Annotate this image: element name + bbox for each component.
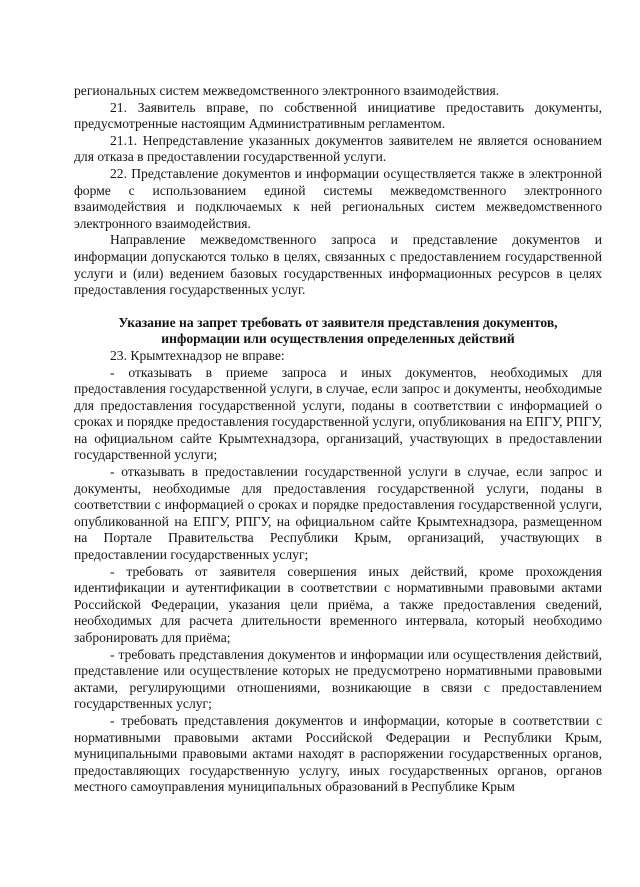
list-item-require-documents: - требовать представления документов и информации или осуществления действий, представление или осуществление которых не предусмотрено нормативными правовыми актами, регулирующими отношениями, возникающие в связи с предоставлением государственных услуг; bbox=[74, 646, 602, 712]
section-heading: Указание на запрет требовать от заявителя представления документов, информации или осуществления определенных действий bbox=[118, 314, 558, 347]
document-page bbox=[74, 83, 602, 796]
paragraph-continuation: региональных систем межведомственного электронного взаимодействия. bbox=[74, 83, 500, 98]
list-item-refuse-service: - отказывать в предоставлении государственной услуги в случае, если запрос и документы, необходимые для предоставления государственной услуги, поданы в соответствии с информацией о сроках и порядке предоставления государственной услуги, опубликованной на ЕПГУ, РПГУ, на официальном сайте Крымтехнадзора, размещенном на Портале Правительства Республики Крым, организаций, участвующих в предоставлении государственных услуг; bbox=[74, 464, 602, 563]
paragraph-interagency-request: Направление межведомственного запроса и представление документов и информации допускаются только в целях, связанных с предоставлением государственной услуги и (или) ведением базовых государственных информационных ресурсов в целях предоставления государственных услуг. bbox=[74, 232, 602, 298]
list-item-require-actions: - требовать от заявителя совершения иных действий, кроме прохождения идентификации и аутентификации в соответствии с нормативными правовыми актами Российской Федерации, указания цели приёма, а также предоставления сведений, необходимых для расчета длительности временного интервала, который необходимо забронировать для приёма; bbox=[74, 563, 602, 645]
paragraph-21-1: 21.1. Непредставление указанных документов заявителем не является основанием для отказа в предоставлении государственной услуги. bbox=[74, 132, 602, 165]
paragraph-23: 23. Крымтехнадзор не вправе: bbox=[110, 347, 285, 363]
section-spacer bbox=[74, 299, 602, 315]
paragraph-22: 22. Представление документов и информации осуществляется также в электронной форме с использованием единой системы межведомственного электронного взаимодействия и подключаемых к ней региональных систем межведомственного электронного взаимодействия. bbox=[74, 165, 602, 231]
paragraph-21: 21. Заявитель вправе, по собственной инициативе предоставить документы, предусмотренные настоящим Административным регламентом. bbox=[74, 99, 602, 132]
list-item-refuse-acceptance: - отказывать в приеме запроса и иных документов, необходимых для предоставления государственной услуги, в случае, если запрос и документы, необходимые для предоставления государственной услуги, поданы в соответствии с информацией о сроках и порядке предоставления государственной услуги, опубликования на ЕПГУ, РПГУ, на официальном сайте Крымтехнадзора, организаций, участвующих в предоставлении государственной услуги; bbox=[74, 364, 602, 463]
list-item-require-held-documents: - требовать представления документов и информации, которые в соответствии с нормативными правовыми актами Российской Федерации и Республики Крым, муниципальными правовыми актами находят в распоряжении государственных органов, предоставляющих государственную услугу, иных государственных органов, органов местного самоуправления муниципальных образований в Республике Крым bbox=[74, 712, 602, 795]
